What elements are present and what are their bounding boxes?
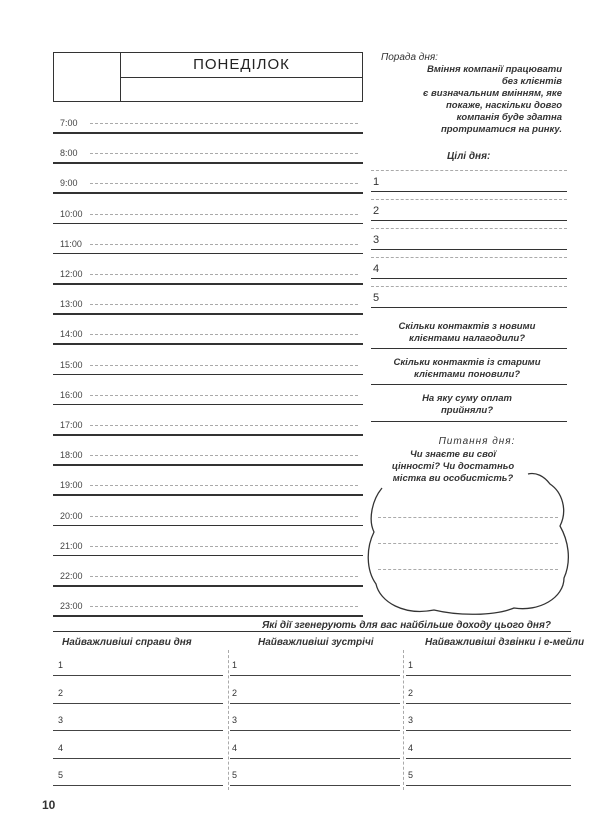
goals-title: Цілі дня:: [447, 151, 491, 162]
hour-line[interactable]: [53, 585, 363, 587]
hour-half-line[interactable]: [90, 365, 358, 366]
hour-label: 17:00: [60, 420, 83, 430]
question-line: клієнтами налагодили?: [408, 333, 526, 344]
row-line[interactable]: [53, 703, 223, 704]
hour-label: 21:00: [60, 540, 83, 551]
question-of-day-label: Питання дня:: [438, 436, 516, 447]
tip-line: є визначальним вмінням, яке: [423, 88, 562, 99]
hour-label: 18:00: [60, 450, 83, 461]
row-line[interactable]: [406, 703, 571, 704]
tip-line: без клієнтів: [501, 76, 562, 87]
hour-half-line[interactable]: [90, 214, 358, 215]
goal-line[interactable]: [371, 249, 567, 250]
hour-line[interactable]: [53, 404, 363, 406]
row-line[interactable]: [53, 675, 223, 676]
goal-number: 3: [373, 234, 380, 246]
goal-dashed-line: [371, 199, 567, 200]
hour-label: 15:00: [60, 359, 83, 370]
hour-half-line[interactable]: [90, 395, 358, 396]
row-line[interactable]: [53, 730, 223, 731]
hour-half-line[interactable]: [90, 123, 358, 124]
answer-line[interactable]: [371, 421, 567, 422]
goal-dashed-line: [371, 257, 567, 258]
tip-label: Порада дня:: [381, 52, 438, 63]
hour-line[interactable]: [53, 374, 363, 376]
hour-line[interactable]: [53, 525, 363, 527]
hour-line[interactable]: [53, 494, 363, 496]
hour-label: 11:00: [60, 238, 82, 249]
hour-label: 9:00: [60, 178, 78, 189]
hour-half-line[interactable]: [90, 304, 358, 305]
hour-line[interactable]: [53, 162, 363, 164]
row-number: 1: [232, 660, 238, 670]
day-title: ПОНЕДІЛОК: [193, 56, 290, 73]
row-line[interactable]: [230, 730, 400, 731]
goal-dashed-line: [371, 170, 567, 171]
bottom-question: Які дії згенерують для вас найбільше доходу цього дня?: [262, 620, 551, 631]
hour-half-line[interactable]: [90, 244, 358, 245]
hour-label: 19:00: [60, 480, 83, 491]
goal-line[interactable]: [371, 191, 567, 192]
hour-half-line[interactable]: [90, 183, 358, 184]
question-old-clients: [371, 357, 563, 381]
row-number: 1: [58, 660, 64, 670]
question-line: Скільки контактів із старими: [393, 357, 541, 368]
row-line[interactable]: [53, 785, 223, 786]
row-line[interactable]: [406, 675, 571, 676]
hour-half-line[interactable]: [90, 576, 358, 577]
column-separator: [228, 650, 230, 790]
question-of-day-line: Чи знаєте ви свої: [409, 449, 497, 460]
row-number: 5: [232, 770, 238, 780]
hour-line[interactable]: [53, 464, 363, 466]
question-new-clients: [371, 321, 563, 345]
tip-text: [380, 64, 562, 136]
row-line[interactable]: [406, 785, 571, 786]
hour-half-line[interactable]: [90, 455, 358, 456]
question-of-day-line: цінності? Чи достатньо: [391, 461, 515, 472]
goal-line[interactable]: [371, 278, 567, 279]
row-number: 1: [408, 660, 414, 670]
goal-line[interactable]: [371, 307, 567, 308]
answer-line[interactable]: [371, 348, 567, 349]
hour-half-line[interactable]: [90, 334, 358, 335]
column-title-calls: Найважливіші дзвінки і е-мейли: [425, 637, 585, 648]
row-line[interactable]: [406, 730, 571, 731]
hour-half-line[interactable]: [90, 485, 358, 486]
row-number: 4: [408, 742, 414, 753]
hour-label: 22:00: [60, 571, 83, 581]
column-separator: [403, 650, 405, 790]
question-line: прийняли?: [440, 405, 494, 416]
cloud-answer-line[interactable]: [378, 543, 558, 544]
hour-label: 16:00: [60, 389, 83, 400]
row-number: 2: [58, 687, 64, 698]
goal-line[interactable]: [371, 220, 567, 221]
row-number: 5: [408, 770, 414, 780]
tip-line: протриматися на ринку.: [440, 124, 562, 135]
row-number: 3: [232, 715, 238, 725]
row-number: 2: [232, 687, 238, 698]
hour-line[interactable]: [53, 434, 363, 436]
row-number: 5: [58, 770, 64, 780]
row-number: 3: [58, 715, 64, 725]
hour-half-line[interactable]: [90, 153, 358, 154]
row-line[interactable]: [53, 758, 223, 759]
hour-label: 23:00: [60, 601, 83, 612]
goal-number: 2: [373, 205, 380, 217]
hour-line[interactable]: [53, 555, 363, 557]
question-of-day-line: місткa ви особистість?: [392, 473, 514, 484]
hour-line[interactable]: [53, 343, 363, 345]
hour-label: 13:00: [60, 299, 83, 310]
goal-number: 4: [373, 263, 380, 275]
tip-line: компанія буде здатна: [456, 112, 562, 123]
hour-line[interactable]: [53, 283, 363, 285]
question-line: На яку суму оплат: [422, 393, 512, 404]
hour-line[interactable]: [53, 132, 363, 134]
hour-half-line[interactable]: [90, 546, 358, 547]
row-number: 4: [232, 742, 238, 753]
hour-label: 14:00: [60, 329, 83, 340]
hour-label: 12:00: [60, 269, 83, 279]
question-line: клієнтами поновили?: [413, 369, 521, 380]
row-number: 4: [58, 742, 64, 753]
goal-number: 5: [373, 292, 380, 304]
row-line[interactable]: [230, 785, 400, 786]
row-number: 3: [408, 715, 414, 725]
goal-dashed-line: [371, 228, 567, 229]
hour-line[interactable]: [53, 313, 363, 315]
hour-half-line[interactable]: [90, 516, 358, 517]
hour-label: 10:00: [60, 208, 83, 219]
goal-number: 1: [373, 176, 380, 188]
column-title-tasks: Найважливіші справи дня: [62, 637, 192, 648]
page-number: 10: [42, 798, 56, 812]
tip-line: Вміння компанії працювати: [426, 64, 562, 75]
row-number: 2: [408, 687, 414, 698]
row-line[interactable]: [230, 675, 400, 676]
question-line: Скільки контактів з новими: [398, 321, 536, 332]
cloud-answer-line[interactable]: [378, 569, 558, 570]
hour-label: 8:00: [60, 148, 78, 159]
hour-line[interactable]: [53, 192, 363, 194]
cloud-answer-line[interactable]: [378, 517, 558, 518]
answer-line[interactable]: [371, 384, 567, 385]
cloud-answer-shape[interactable]: [364, 470, 572, 618]
column-title-meetings: Найважливіші зустрічі: [258, 637, 374, 648]
hour-half-line[interactable]: [90, 274, 358, 275]
hour-line[interactable]: [53, 223, 363, 225]
hour-line[interactable]: [53, 253, 363, 255]
hour-line[interactable]: [53, 615, 363, 617]
tip-line: покаже, наскільки довго: [446, 100, 562, 111]
row-line[interactable]: [230, 758, 400, 759]
row-line[interactable]: [406, 758, 571, 759]
hour-label: 20:00: [60, 510, 83, 521]
bottom-divider: [53, 631, 571, 632]
hour-half-line[interactable]: [90, 606, 358, 607]
hour-half-line[interactable]: [90, 425, 358, 426]
goal-dashed-line: [371, 286, 567, 287]
row-line[interactable]: [230, 703, 400, 704]
question-payments: [371, 393, 563, 417]
hour-label: 7:00: [60, 118, 78, 128]
